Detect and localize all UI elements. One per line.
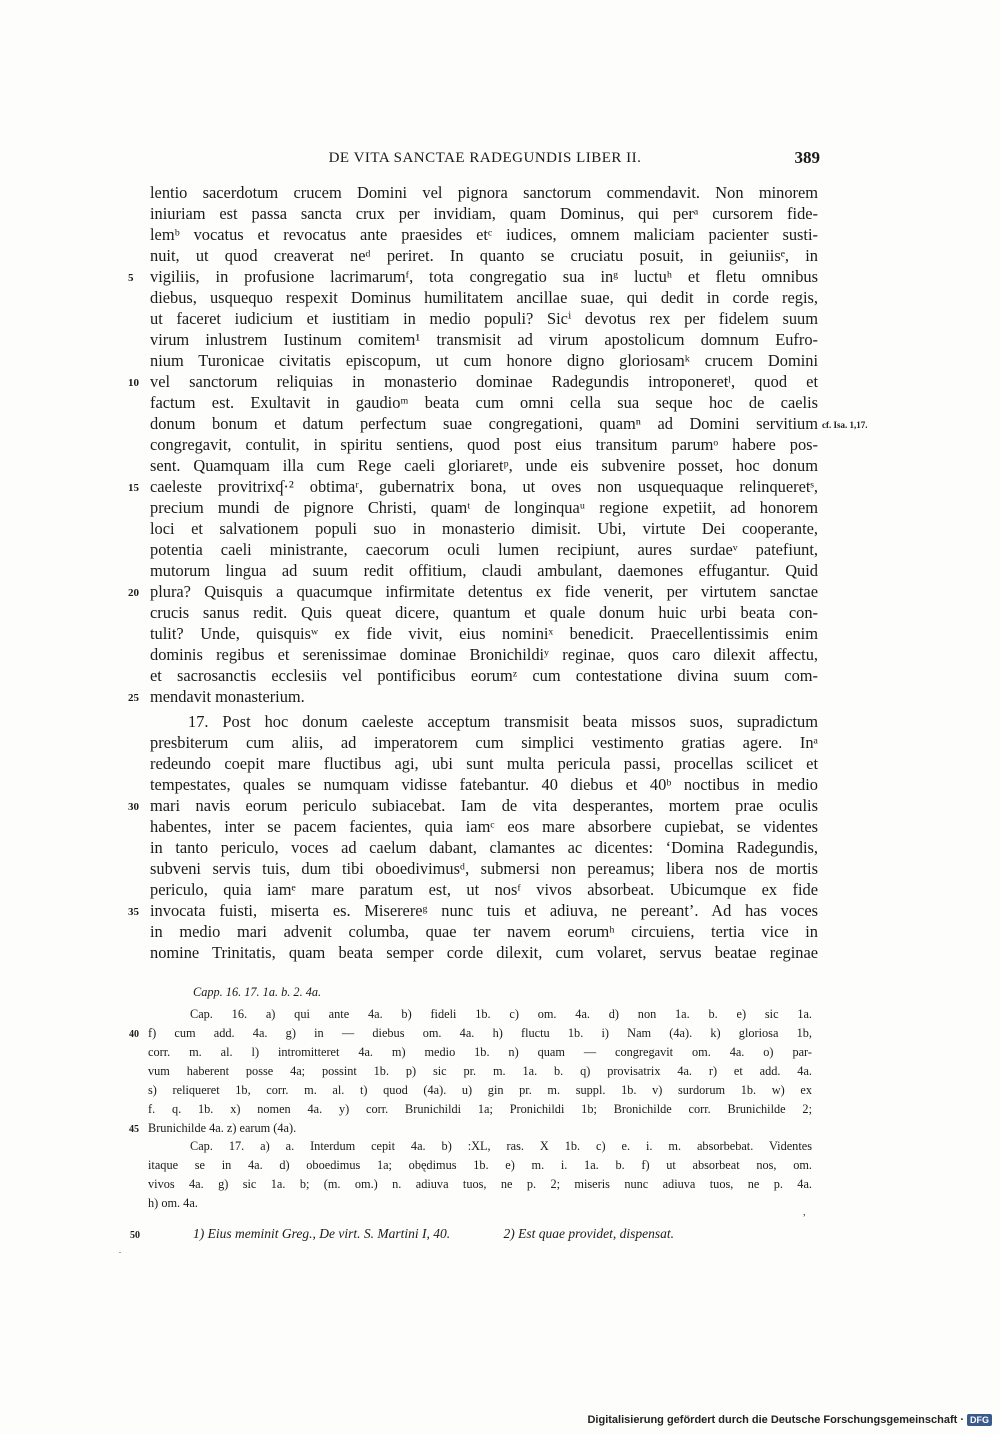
line-number: 5 bbox=[128, 272, 134, 284]
text-line: potentia caeli ministrante, caecorum oculi lumen recipiunt, aures surdaeᵛ patefiunt, bbox=[150, 540, 818, 559]
text-line: nium Turonicae civitatis episcopum, ut cum honore digno gloriosamᵏ crucem Domini bbox=[150, 351, 818, 370]
text-line: plura? Quisquis a quacumque infirmitate detentus ex fide venerit, per virtutem sanctae bbox=[150, 582, 818, 601]
text-line: vel sanctorum reliquias in monasterio dominae Radegundis introponeretˡ, quod et bbox=[150, 372, 818, 391]
text-line: donum bonum et datum perfectum suae congregationi, quamⁿ ad Domini servitium bbox=[150, 414, 818, 433]
text-line: habentes, inter se pacem facientes, quia iamᶜ eos mare absorbere cupiebat, se videntes bbox=[150, 817, 818, 836]
text-line: nomine Trinitatis, quam beata semper corde dilexit, cum volaret, servus beatae reginae bbox=[150, 943, 818, 962]
text-line: presbiterum cum aliis, ad imperatorem cum simplici vestimento gratias agere. Inᵃ bbox=[150, 733, 818, 752]
footnote-1: 1) Eius meminit Greg., De virt. S. Martini I, 40. bbox=[193, 1226, 451, 1241]
footnote-2: 2) Est quae providet, dispensat. bbox=[503, 1226, 674, 1241]
text-line: lentio sacerdotum crucem Domini vel pignora sanctorum commendavit. Non minorem bbox=[150, 183, 818, 202]
line-number: 35 bbox=[128, 906, 139, 918]
text-line: mendavit monasterium. bbox=[150, 687, 305, 706]
apparatus-line: itaque se in 4a. d) oboedimus 1a; obędimus 1b. e) m. i. 1a. b. f) ut absorbeat nos, om. bbox=[148, 1158, 812, 1172]
margin-note: cf. Isa. 1,17. bbox=[822, 420, 868, 430]
text-line: in tanto periculo, voces ad caelum dabant, clamantes ac dicentes: ‘Domina Radegundis, bbox=[150, 838, 818, 857]
text-line: vigiliis, in profusione lacrimarumᶠ, tota congregatio sua inᵍ luctuʰ et fletu omnibus bbox=[150, 267, 818, 286]
line-number: 15 bbox=[128, 482, 139, 494]
line-number: 25 bbox=[128, 692, 139, 704]
text-line: et sacrosanctis ecclesiis vel pontificibus eorumᶻ cum contestatione divina suum com- bbox=[150, 666, 818, 685]
page-number: 389 bbox=[794, 148, 820, 167]
mark-dot: , bbox=[803, 1207, 806, 1218]
apparatus-line: h) om. 4a. bbox=[148, 1196, 198, 1210]
text-line: loci et salvationem populi suo in monasterio dimisit. Ubi, virtute Dei cooperante, bbox=[150, 519, 818, 538]
text-line: diebus, usquequo respexit Dominus humilitatem ancillae suae, qui dedit in corde regis, bbox=[150, 288, 818, 307]
apparatus-line: Brunichilde 4a. z) earum (4a). bbox=[148, 1121, 297, 1135]
line-number: 10 bbox=[128, 377, 139, 389]
apparatus-line-number: 45 bbox=[129, 1124, 139, 1135]
apparatus-line: Cap. 17. a) a. Interdum cepit 4a. b) :XL, ras. X 1b. c) e. i. m. absorbebat. Videntes bbox=[190, 1139, 812, 1153]
text-line: mari navis eorum periculo subiacebat. Iam de vita desperantes, mortem prae oculis bbox=[150, 796, 818, 815]
apparatus-heading: Capp. 16. 17. 1a. b. 2. 4a. bbox=[193, 985, 322, 999]
running-title: DE VITA SANCTAE RADEGUNDIS LIBER II. bbox=[328, 150, 642, 166]
text-line: factum est. Exultavit in gaudioᵐ beata cum omni cella sua seque hoc de caelis bbox=[150, 393, 818, 412]
apparatus-line: vivos 4a. g) sic 1a. b; (m. om.) n. adiuva tuos, ne p. 2; miseris nunc adiuva tuos, ne p. 4a. bbox=[148, 1177, 812, 1191]
credit-text: Digitalisierung gefördert durch die Deutsche Forschungsgemeinschaft · bbox=[587, 1414, 964, 1426]
text-line: virum inlustrem Iustinum comitem¹ transmisit ad virum apostolicum domnum Eufro- bbox=[150, 330, 818, 349]
text-line: tulit? Unde, quisquisʷ ex fide vivit, eius nominiˣ benedicit. Praecellentissimis enim bbox=[150, 624, 818, 643]
scan-mark: . bbox=[119, 1246, 121, 1255]
text-line: nuit, ut quod creaverat neᵈ periret. In quanto se cruciatu posuit, in geiuniisᵉ, in bbox=[150, 246, 818, 265]
text-line: redeundo coepit mare fluctibus agi, ubi sunt multa pericula passi, procellas scilicet et bbox=[150, 754, 818, 773]
text-line: periculo, quia iamᵉ mare paratum est, ut nosᶠ vivos absorbeat. Ubicumque ex fide bbox=[150, 880, 818, 899]
running-header bbox=[150, 150, 820, 172]
text-line: crucis sanus redit. Quis queat dicere, quantum et quale donum huic urbi beata con- bbox=[150, 603, 818, 622]
apparatus-line-number: 40 bbox=[129, 1029, 139, 1040]
footnotes bbox=[193, 1226, 674, 1242]
line-number: 30 bbox=[128, 801, 139, 813]
text-line: in medio mari advenit columba, quae ter navem eorumʰ circuiens, tertia vice in bbox=[150, 922, 818, 941]
text-line: dominis regibus et serenissimae dominae Bronichildiʸ reginae, quos caro dilexit affectu, bbox=[150, 645, 818, 664]
apparatus-line: f. q. 1b. x) nomen 4a. y) corr. Brunichildi 1a; Pronichildi 1b; Bronichilde corr. Brunichilde 2; bbox=[148, 1102, 812, 1116]
dfg-logo: DFG bbox=[967, 1414, 992, 1426]
text-line: subveni servis tuis, dum tibi oboedivimusᵈ, submersi non pereamus; libera nos de mortis bbox=[150, 859, 818, 878]
text-line: ut faceret iudicium et iustitiam in medio populi? Sicⁱ devotus rex per fidelem suum bbox=[150, 309, 818, 328]
text-line: mutorum lingua ad suum redit offitium, claudi ambulant, daemones effugantur. Quid bbox=[150, 561, 818, 580]
text-line: invocata fuisti, miserta es. Miserereᵍ nunc tuis et adiuva, ne pereant’. Ad has voces bbox=[150, 901, 818, 920]
text-line: sent. Quamquam illa cum Rege caeli gloriaretᵖ, unde eis subvenire posset, hoc donum bbox=[150, 456, 818, 475]
line-number: 20 bbox=[128, 587, 139, 599]
text-line: lemᵇ vocatus et revocatus ante praesides etᶜ iudices, omnem maliciam pacienter susti- bbox=[150, 225, 818, 244]
footnote-line-number: 50 bbox=[130, 1230, 140, 1241]
apparatus-line: Cap. 16. a) qui ante 4a. b) fideli 1b. c) om. 4a. d) non 1a. b. e) sic 1a. bbox=[190, 1007, 812, 1021]
text-line: congregavit, contulit, in spiritu sentiens, quod post eius transitum parumᵒ habere pos- bbox=[150, 435, 818, 454]
apparatus-line: s) reliqueret 1b, corr. m. al. t) quod (4a). u) gin pr. m. suppl. 1b. v) surdorum 1b. w) ex bbox=[148, 1083, 812, 1097]
text-line: iniuriam est passa sancta crux per invidiam, quam Dominus, qui perᵃ cursorem fide- bbox=[150, 204, 818, 223]
text-line: 17. Post hoc donum caeleste acceptum transmisit beata missos suos, supradictum bbox=[188, 712, 818, 731]
text-line: precium mundi de pignore Christi, quamᵗ de longinquaᵘ regione expetiit, ad honorem bbox=[150, 498, 818, 517]
text-line: caeleste provitrixʠ·² obtimaʳ, gubernatrix bona, ut oves non usquequaque relinqueretˢ, bbox=[150, 477, 818, 496]
apparatus-line: corr. m. al. l) intromitteret 4a. m) medio 1b. n) quam — congregavit om. 4a. o) par- bbox=[148, 1045, 812, 1059]
apparatus-line: vum haberent posse 4a; possint 1b. p) sic pr. m. 1a. b. q) provisatrix 4a. r) et add. 4a. bbox=[148, 1064, 812, 1078]
text-line: tempestates, quales se numquam vidisse fatebantur. 40 diebus et 40ᵇ noctibus in medio bbox=[150, 775, 818, 794]
apparatus-line: f) cum add. 4a. g) in — diebus om. 4a. h) fluctu 1b. i) Nam (4a). k) gloriosa 1b, bbox=[148, 1026, 812, 1040]
digitization-credit bbox=[587, 1414, 992, 1426]
